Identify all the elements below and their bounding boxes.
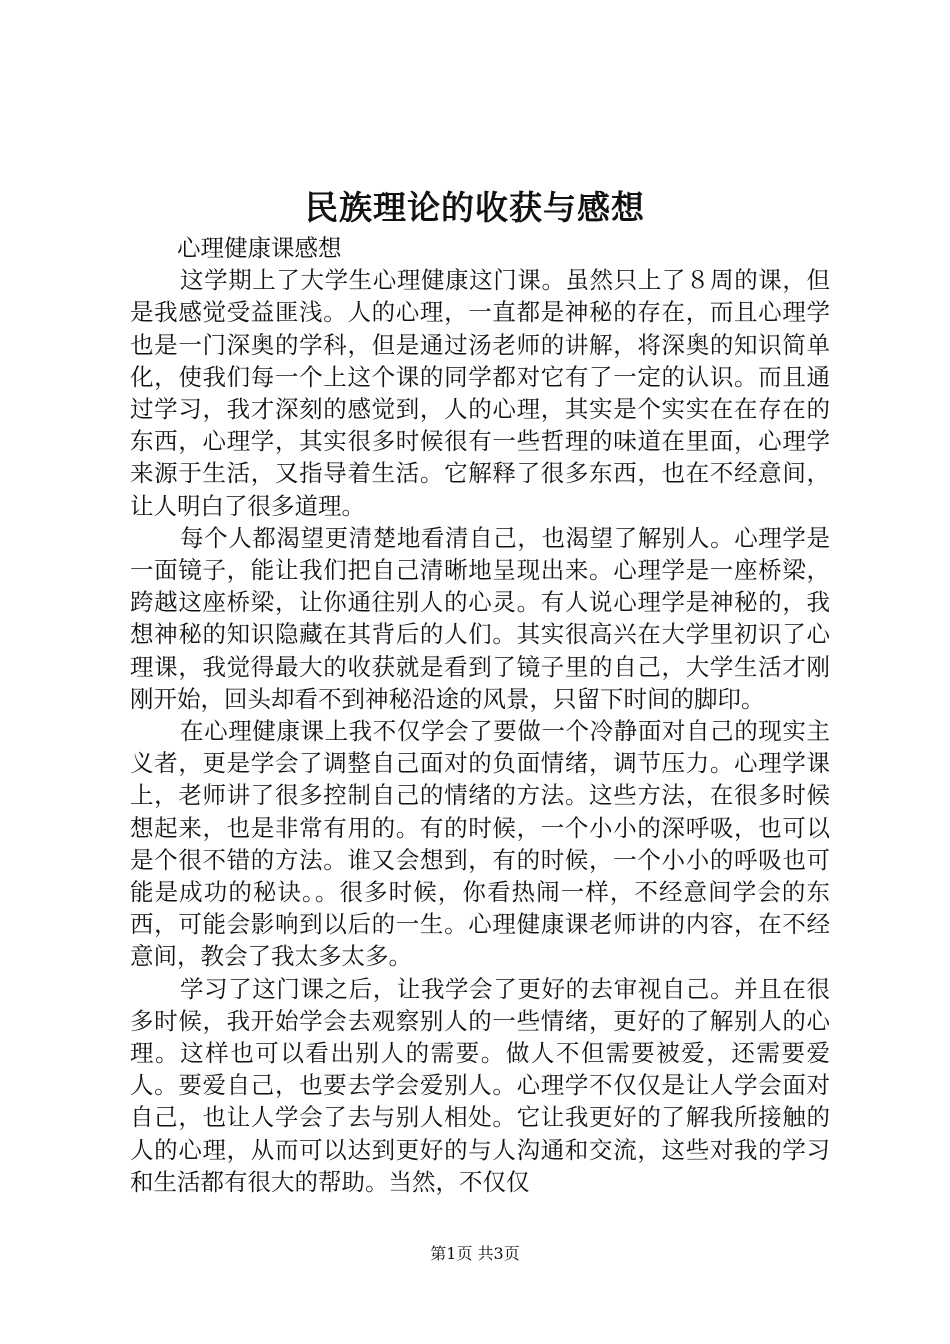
document-title: 民族理论的收获与感想 [305,188,645,227]
paragraph-3: 在心理健康课上我不仅学会了要做一个冷静面对自己的现实主义者，更是学会了调整自己面对的负面情绪，调节压力。心理学课上，老师讲了很多控制自己的情绪的方法。这些方法，在很多时候想起来，也是非常有用的。有的时候，一个小小的深呼吸，也可以是个很不错的方法。谁又会想到，有的时候，一个小小的呼吸也可能是成功的秘诀。。很多时候，你看热闹一样，不经意间学会的东西，可能会影响到以后的一生。心理健康课老师讲的内容，在不经意间，教会了我太多太多。 [130,717,830,971]
paragraph-4: 学习了这门课之后，让我学会了更好的去审视自己。并且在很多时候，我开始学会去观察别人的一些情绪，更好的了解别人的心理。这样也可以看出别人的需要。做人不但需要被爱，还需要爱人。要爱自己，也要去学会爱别人。心理学不仅仅是让人学会面对自己，也让人学会了去与别人相处。它让我更好的了解我所接触的人的心理，从而可以达到更好的与人沟通和交流，这些对我的学习和生活都有很大的帮助。当然，不仅仅 [130,974,830,1196]
paragraph-1: 这学期上了大学生心理健康这门课。虽然只上了８周的课，但是我感觉受益匪浅。人的心理，一直都是神秘的存在，而且心理学也是一门深奥的学科，但是通过汤老师的讲解，将深奥的知识简单化，使我们每一个上这个课的同学都对它有了一定的认识。而且通过学习，我才深刻的感觉到，人的心理，其实是个实实在在存在的东西，心理学，其实很多时候很有一些哲理的味道在里面，心理学来源于生活，又指导着生活。它解释了很多东西，也在不经意间，让人明白了很多道理。 [130,266,830,520]
document-body [130,232,830,1198]
page-footer: 第1页 共3页 [430,1244,520,1263]
document-subtitle: 心理健康课感想 [177,234,342,262]
paragraph-2: 每个人都渴望更清楚地看清自己，也渴望了解别人。心理学是一面镜子，能让我们把自己清晰地呈现出来。心理学是一座桥梁，跨越这座桥梁，让你通往别人的心灵。有人说心理学是神秘的，我想神秘的知识隐藏在其背后的人们。其实很高兴在大学里初识了心理课，我觉得最大的收获就是看到了镜子里的自己，大学生活才刚刚开始，回头却看不到神秘沿途的风景，只留下时间的脚印。 [130,523,830,713]
